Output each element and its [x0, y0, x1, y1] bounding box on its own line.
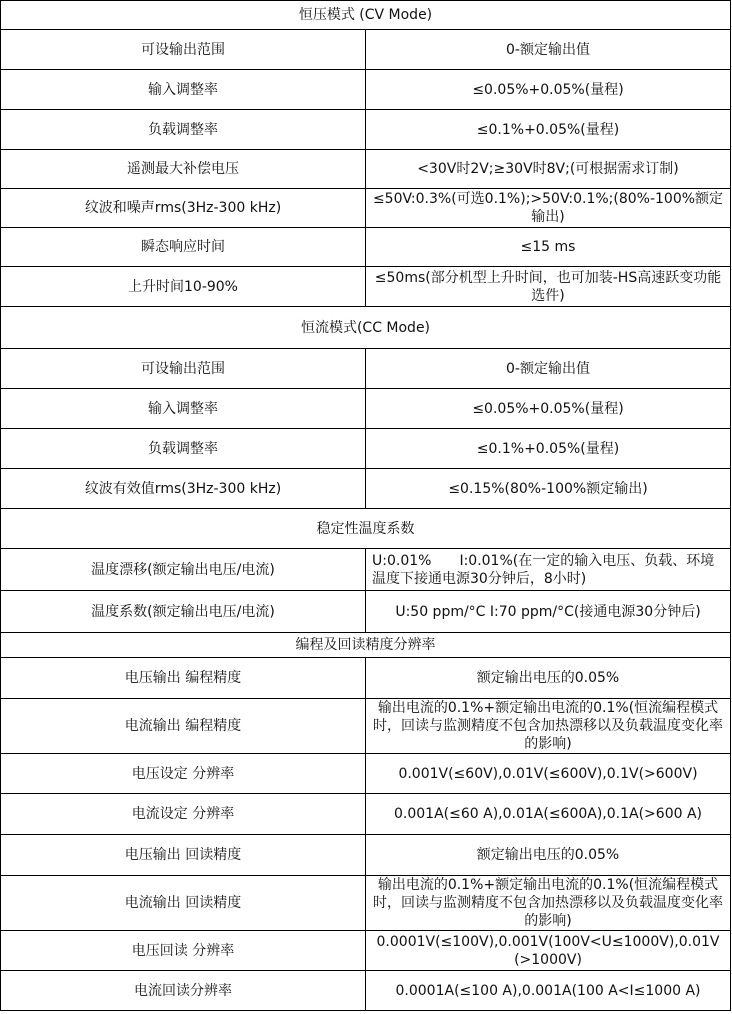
table-row: [1, 429, 731, 469]
row-value: 0.001A(≤60 A),0.01A(≤600A),0.1A(>600 A): [366, 794, 731, 835]
table-row: [1, 189, 731, 228]
row-label: 电压输出 回读精度: [1, 835, 366, 876]
row-label: 电压回读 分辨率: [1, 931, 366, 971]
section-header-row: [1, 307, 731, 349]
table-row: [1, 658, 731, 699]
row-value: 额定输出电压的0.05%: [366, 835, 731, 876]
table-row: [1, 931, 731, 971]
row-label: 温度系数(额定输出电压/电流): [1, 591, 366, 633]
row-value: U:0.01% I:0.01%(在一定的输入电压、负载、环境温度下接通电源30分钟后，8小时): [366, 549, 731, 591]
section-title-temp: 稳定性温度系数: [1, 509, 731, 549]
row-value: 0.0001V(≤100V),0.001V(100V<U≤1000V),0.01V(>1000V): [366, 931, 731, 971]
row-value: ≤50V:0.3%(可选0.1%);>50V:0.1%;(80%-100%额定输出): [366, 189, 731, 228]
row-label: 纹波有效值rms(3Hz-300 kHz): [1, 469, 366, 509]
row-label: 温度漂移(额定输出电压/电流): [1, 549, 366, 591]
row-value: 额定输出电压的0.05%: [366, 658, 731, 699]
row-value: ≤0.05%+0.05%(量程): [366, 70, 731, 110]
row-value: 输出电流的0.1%+额定输出电流的0.1%(恒流编程模式时，回读与监测精度不包含加热漂移以及负载温度变化率的影响): [366, 699, 731, 754]
row-label: 可设输出范围: [1, 30, 366, 70]
section-title-prog: 编程及回读精度分辨率: [1, 633, 731, 658]
table-row: [1, 469, 731, 509]
section-title-cv: 恒压模式 (CV Mode): [1, 1, 731, 30]
row-value: 0.0001A(≤100 A),0.001A(100 A<I≤1000 A): [366, 971, 731, 1011]
row-label: 负载调整率: [1, 429, 366, 469]
table-row: [1, 228, 731, 267]
table-row: [1, 794, 731, 835]
row-label: 电流输出 回读精度: [1, 876, 366, 931]
row-value: ≤50ms(部分机型上升时间，也可加装-HS高速跃变功能选件): [366, 267, 731, 307]
row-label: 纹波和噪声rms(3Hz-300 kHz): [1, 189, 366, 228]
table-row: [1, 389, 731, 429]
table-row: [1, 110, 731, 150]
row-value: 0-额定输出值: [366, 349, 731, 389]
row-label: 瞬态响应时间: [1, 228, 366, 267]
table-row: [1, 699, 731, 754]
row-label: 电压设定 分辨率: [1, 754, 366, 794]
table-row: [1, 267, 731, 307]
table-row: [1, 971, 731, 1011]
row-label: 负载调整率: [1, 110, 366, 150]
row-value: 0.001V(≤60V),0.01V(≤600V),0.1V(>600V): [366, 754, 731, 794]
table-row: [1, 754, 731, 794]
table-row: [1, 30, 731, 70]
table-row: [1, 549, 731, 591]
row-value: ≤0.1%+0.05%(量程): [366, 429, 731, 469]
row-value: ≤0.15%(80%-100%额定输出): [366, 469, 731, 509]
row-label: 上升时间10-90%: [1, 267, 366, 307]
table-row: [1, 70, 731, 110]
row-value: 输出电流的0.1%+额定输出电流的0.1%(恒流编程模式时，回读与监测精度不包含加热漂移以及负载温度变化率的影响): [366, 876, 731, 931]
section-header-row: [1, 633, 731, 658]
row-label: 可设输出范围: [1, 349, 366, 389]
row-label: 电流设定 分辨率: [1, 794, 366, 835]
row-value: <30V时2V;≥30V时8V;(可根据需求订制): [366, 150, 731, 189]
row-value: 0-额定输出值: [366, 30, 731, 70]
row-label: 电流输出 编程精度: [1, 699, 366, 754]
table-row: [1, 835, 731, 876]
row-value: ≤15 ms: [366, 228, 731, 267]
table-row: [1, 349, 731, 389]
section-title-cc: 恒流模式(CC Mode): [1, 307, 731, 349]
row-label: 输入调整率: [1, 70, 366, 110]
table-row: [1, 591, 731, 633]
row-label: 输入调整率: [1, 389, 366, 429]
section-header-row: [1, 1, 731, 30]
section-header-row: [1, 509, 731, 549]
row-label: 电流回读分辨率: [1, 971, 366, 1011]
table-row: [1, 150, 731, 189]
row-value: ≤0.05%+0.05%(量程): [366, 389, 731, 429]
row-label: 遥测最大补偿电压: [1, 150, 366, 189]
table-row: [1, 876, 731, 931]
row-label: 电压输出 编程精度: [1, 658, 366, 699]
row-value: ≤0.1%+0.05%(量程): [366, 110, 731, 150]
row-value: U:50 ppm/°C I:70 ppm/°C(接通电源30分钟后): [366, 591, 731, 633]
